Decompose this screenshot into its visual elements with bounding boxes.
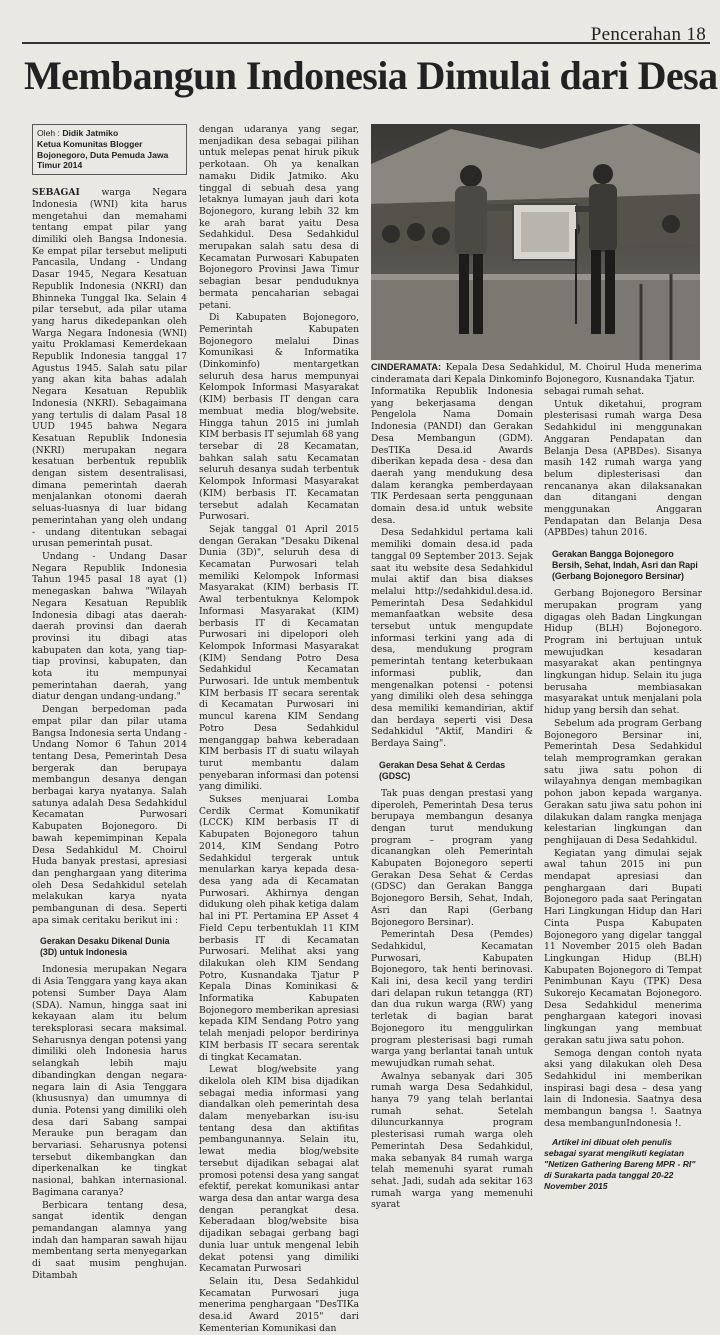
column-3: [371, 386, 533, 1212]
byline-box: [32, 124, 187, 175]
subheading: Gerakan Desa Sehat & Cerdas (GDSC): [379, 759, 506, 781]
section-label: Pencerahan 18: [590, 24, 706, 45]
paragraph: Di Kabupaten Bojonegoro, Pemerintah Kabupaten Bojonegoro melalui Dinas Komunikasi & Informatika (Dinkominfo) mentargetkan seluruh desa harus mempunyai Kelompok Informasi Masyarakat (KIM) berbasis IT dengan cara membuat media blog/website. Hingga tahun 2015 ini jumlah KIM berbasis IT sejumlah 68 yang tersebar di 28 Kecamatan, bahkan salah satu Kecamatan seluruh desanya sudah terbentuk Kelompok Informasi Masyarakat (KIM) berbasis IT. Kecamatan tersebut adalah Kecamatan Purwosari.: [199, 312, 359, 523]
paragraph: Awalnya sebanyak dari 305 rumah warga Desa Sedahkidul, hanya 79 yang telah berlantai rumah sehat. Setelah diluncurkannya program plesterisasi rumah warga oleh Pemerintah Desa Sedahkidul, maka sebanyak 84 rumah warga telah memenuhi syarat rumah sehat. Jadi, sudah ada sekitar 163 rumah warga yang memenuhi syarat: [371, 1070, 533, 1211]
paragraph: Sebelum ada program Gerbang Bojonegoro Bersinar ini, Pemerintah Desa Sedahkidul telah memprogramkan gerakan satu jiwa satu pohon di wilayahnya dengan membagikan pohon jabon kepada warganya. Gerakan satu jiwa satu pohon ini dilakukan dalam rangka menjaga kelestarian lingkungan dan penghijauan di Desa Sedahkidul.: [544, 717, 702, 846]
author-note: Artikel ini dibuat oleh penulis sebagai syarat mengikuti kegiatan "Netizen Gathering Bareng MPR - RI" di Surakarta pada tanggal 20-22 November 2015: [544, 1137, 696, 1192]
news-photo: [371, 124, 700, 360]
subheading: Gerakan Bangga Bojonegoro Bersih, Sehat, Indah, Asri dan Rapi (Gerbang Bojonegoro Bersinar): [552, 549, 698, 582]
paragraph: Desa Sedahkidul pertama kali memiliki domain desa.id pada tanggal 09 September 2013. Sejak saat itu website desa Sedahkidul mulai aktif dan bisa diakses melalui http://sedahkidul.desa.id. Pemerintah Desa Sedahkidul memanfaatkan website desa tersebut untuk mengupdate informasi terkini yang ada di desa, mendukung program pemerintah tentang keterbukaan informasi publik, dan mengenalkan potensi - potensi yang dimiliki oleh desa sehingga desa memiliki kemandirian, aktif dan berdaya seperti visi Desa Sedahkidul "Aktif, Mandiri & Berdaya Saing".: [371, 527, 533, 750]
lead-word: SEBAGAI: [32, 187, 80, 199]
caption-label: CINDERAMATA:: [371, 362, 442, 372]
paragraph: Lewat blog/website yang dikelola oleh KIM bisa dijadikan sebagai media informasi yang diandalkan oleh pemerintah desa dalam menyebarkan isu-isu tentang desa dan aktifitas pembangunannya. Selain itu, lewat media blog/website tersebut dijadikan sebagai alat promosi potensi desa yang sangat efektif, perekat komunikasi antar warga desa dan antar warga desa dengan perangkat desa. Keberadaan blog/website bisa dijadikan sebagai gerbang bagi dunia luar untuk mengenal lebih dekat potensi yang dimiliki Kecamatan Purwosari: [199, 1064, 359, 1275]
headline: Membangun Indonesia Dimulai dari Desa: [24, 53, 718, 98]
paragraph: Indonesia merupakan Negara di Asia Tenggara yang kaya akan potensi Sumber Daya Alam (SDA). Namun, hingga saat ini kekayaan alam itu belum tereksplorasi secara maksimal. Seharusnya dengan potensi yang dimiliki oleh Indonesia harus selangkah lebih maju dibandingkan dengan negara-negara lain di Asia Tenggara (khususnya) dan umumnya di dunia. Potensi yang dimiliki oleh desa dari Sabang sampai Merauke pun beragam dan bervariasi. Seharusnya potensi tersebut dikembangkan dan diperkenalkan ke tingkat nasional, bahkan internasional. Bagimana caranya?: [32, 964, 187, 1198]
paragraph: Tak puas dengan prestasi yang diperoleh, Pemerintah Desa terus berupaya membangun desanya dengan turut mendukung program – program yang dicanangkan oleh Pemerintah Kabupaten Bojonegoro seperti Gerakan Desa Sehat & Cerdas (GDSC) dan Gerakan Bangga Bojonegoro Bersih, Sehat, Indah, Asri dan Rapi (Gerbang Bojonegoro Bersinar).: [371, 787, 533, 928]
subheading: Gerakan Desaku Dikenal Dunia (3D) untuk Indonesia: [40, 936, 170, 958]
byline-prefix: Oleh :: [37, 128, 60, 138]
paragraph-text: warga Negara Indonesia (WNI) kita harus mengetahui dan memahami tentang empat pilar yang dimiliki oleh Bangsa Indonesia. Ke empat pilar tersebut meliputi Pancasila, Undang - Undang Dasar 1945, Negara Kesatuan Republik Indonesia (NKRI) dan Bhinneka Tunggal Ika. Selain 4 pilar tersebut, ada pilar utama yang harus dikedepankan oleh Warga Negara Indonesia (WNI) yaitu Proklamasi Kemerdekaan Republik Indonesia tanggal 17 Agustus 1945. Salah satu pilar yang akan kita bahas adalah Negara Kesatuan Republik Indonesia (NKRI). Sebagaimana yang tertulis di dalam Pasal 18 UUD 1945 bahwa Negara Kesatuan Republik Indonesia (NKRI) merupakan negara kesatuan berbentuk republik dengan sistem desentralisasi, dimana pemerintah daerah menjalankan otonomi daerah seluas-luasnya di luar bidang pemerintahan yang oleh undang - undang ditentukan sebagai urusan pemerintah pusat.: [32, 187, 187, 550]
paragraph: Selain itu, Desa Sedahkidul Kecamatan Purwosari juga menerima penghargaan "DesTIKa desa.id Award 2015" dari Kementerian Komunikasi dan: [199, 1275, 359, 1334]
byline-author: Didik Jatmiko: [62, 128, 119, 138]
paragraph: Sejak tanggal 01 April 2015 dengan Gerakan "Desaku Dikenal Dunia (3D)", seluruh desa di Kecamatan Purwosari telah memiliki Kelompok Informasi Masyarakat (KIM) berbasis IT. Awal terbentuknya Kelompok Informasi Masyarakat (KIM) berbasis IT di Kecamatan Purwosari ini dipelopori oleh Kelompok Informasi Masyarakat (KIM) Sendang Potro Desa Sedahkidul Kecamatan Purwosari. Ide untuk membentuk KIM berbasis IT secara serentak di Kecamatan Purwosari ini muncul karena KIM Sendang Potro Desa Sedahkidul menganggap bahwa keberadaan KIM berbasis IT di suatu wilayah turut membantu dalam penyebaran informasi dan potensi yang dimiliki.: [199, 523, 359, 793]
paragraph: Untuk diketahui, program plesterisasi rumah warga Desa Sedahkidul ini menggunakan Anggaran Pendapatan dan Belanja Desa (APBDes). Sisanya masih 142 rumah warga yang belum diplesterisasi dan rencananya akan dilaksanakan dan ditangani dengan menggunakan Anggaran Pendapatan dan Belanja Desa (APBDes) tahun 2016.: [544, 398, 702, 539]
byline-role: Ketua Komunitas Blogger Bojonegoro, Duta Pemuda Jawa Timur 2014: [37, 138, 169, 171]
paragraph: sebagai rumah sehat.: [544, 386, 645, 397]
paragraph: Berbicara tentang desa, sangat identik dengan pemandangan alamnya yang indah dan hamparan sawah hijau membentang serta menyegarkan di saat musim penghujan. Ditambah: [32, 1199, 187, 1281]
paragraph: Semoga dengan contoh nyata aksi yang dilakukan oleh Desa Sedahkidul ini memberikan inspirasi bagi desa – desa yang lain di Indonesia. Saatnya desa membangun bangsa !. Saatnya desa membangunIndonesia !.: [544, 1047, 702, 1129]
paragraph: Sukses menjuarai Lomba Cerdik Cermat Komunikatif (LCCK) KIM berbasis IT di Kabupaten Bojonegoro tahun 2014, KIM Sendang Potro Sedahkidul tergerak untuk menularkan karya kepada desa-desa yang ada di Kecamatan Purwosari. Akhirnya dengan didukung oleh pihak ketiga dalam hal ini PT. Pertamina EP Asset 4 Field Cepu terbentuklah 11 KIM berbasis IT di Kecamatan Purwosari. Melihat aksi yang dilakukan oleh KIM Sendang Potro, Kusnandaka Tjatur P Kepala Dinas Kominikasi & Informatika Kabupaten Bojonegoro memberikan apresiasi kepada KIM Sendang Potro yang telah menjadi pelopor berdirinya KIM berbasis IT secara serentak di tingkat Kecamatan.: [199, 794, 359, 1063]
paragraph: Gerbang Bojonegoro Bersinar merupakan program yang digagas oleh Badan Lingkungan Hidup (BLH) Bojonegoro. Program ini bertujuan untuk mewujudkan kesadaran masyarakat akan pentingnya lingkungan hidup. Selain itu juga berusaha membiasakan masyarakat untuk menjalani pola hidup yang bersih dan sehat.: [544, 588, 702, 717]
paragraph: Dengan berpedoman pada empat pilar dan pilar utama Bangsa Indonesia serta Undang - Undang Nomor 6 Tahun 2014 tentang Desa, Pemerintah Desa bergerak dan berupaya membangun desanya dengan berbagai karya nyatanya. Salah satunya adalah Desa Sedahkidul Kecamatan Purwosari Kabupaten Bojonegoro. Di bawah kepemimpinan Kepala Desa Sedahkidul M. Choirul Huda banyak prestasi, apresiasi dan penghargaan yang diterima oleh Desa Sedahkidul setelah melakukan karya nyata pembangunan di desa. Seperti apa simak ceritaku berikut ini :: [32, 704, 187, 926]
paragraph: Kegiatan yang dimulai sejak awal tahun 2015 ini pun mendapat apresiasi dan penghargaan dari Bupati Bojonegoro pada saat Peringatan Hari Lingkungan Hidup dan Hari Cinta Puspa Kabupaten Bojonegoro yang digelar tanggal 11 November 2015 oleh Badan Lingkungan Hidup (BLH) Kabupaten Bojonegoro di Tempat Penimbunan Kayu (TPK) Desa Sukorejo Kecamatan Bojonegoro. Desa Sedahkidul menerima penghargaan kategori inovasi lingkungan yang membuat gerakan satu jiwa satu pohon.: [544, 847, 702, 1046]
header-rule: [22, 42, 710, 44]
paragraph: dengan udaranya yang segar, menjadikan desa sebagai pilihan untuk melepas penat hiruk pikuk perkotaan. Oh ya kenalkan namaku Didik Jatmiko. Aku tinggal di sebuah desa yang letaknya lumayan jauh dari kota Bojonegoro, kurang lebih 32 km ke arah barat yaitu Desa Sedahkidul. Desa Sedahkidul merupakan salah satu desa di Kecamatan Purwosari Kabupaten Bojonegoro Provinsi Jawa Timur sebagian besar penduduknya bermata pencaharian sebagai petani.: [199, 124, 359, 311]
photo-caption: [371, 362, 702, 385]
caption-text: Kepala Desa Sedahkidul, M. Choirul Huda menerima cinderamata dari Kepala Dinkominfo Bojonegoro, Kusnandaka Tjatur.: [371, 362, 702, 385]
paragraph: [32, 187, 187, 550]
paragraph: Pemerintah Desa (Pemdes) Sedahkidul, Kecamatan Purwosari, Kabupaten Bojonegoro, tak henti berinovasi. Kali ini, desa kecil yang terdiri dari delapan rukun tetangga (RT) dan dua rukun warga (RW) yang terletak di bagian barat Bojonegoro itu menggulirkan program plesterisasi bagi rumah warga yang berlantai tanah untuk mewujudkan rumah sehat.: [371, 929, 533, 1069]
paragraph: Undang - Undang Dasar Negara Republik Indonesia Tahun 1945 pasal 18 ayat (1) menegaskan bahwa "Wilayah Negara Kesatuan Republik Indonesia dibagi atas daerah-daerah provinsi dan daerah provinsi itu dibagi atas kabupaten dan kota, yang tiap-tiap provinsi, kabupaten, dan kota itu mempunyai pemerintahan daerah, yang diatur dengan undang-undang.": [32, 550, 187, 703]
column-1: [32, 124, 187, 1282]
column-2: [199, 124, 359, 1335]
column-4: [544, 386, 702, 1193]
paragraph: Informatika Republik Indonesia yang bekerjasama dengan Pengelola Nama Domain Indonesia (PANDI) dan Gerakan Desa Membangun (GDM). DesTIKa Desa.id Awards diberikan kepada desa - desa dan daerah yang mendukung desa dalam kerangka pemberdayaan TIK Perdesaan serta penggunaan domain desa.id untuk website desa.: [371, 386, 533, 526]
photo-illustration: [371, 124, 700, 360]
